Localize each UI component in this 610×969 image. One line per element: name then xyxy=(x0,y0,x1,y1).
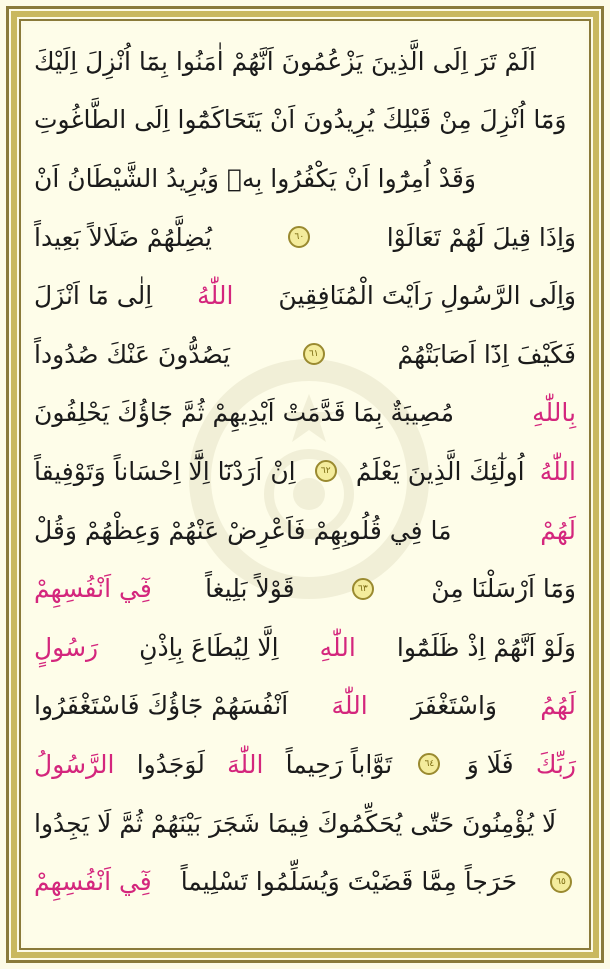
verse-number-marker: ٦٠ xyxy=(288,226,310,248)
verse-text: يَصُدُّونَ عَنْكَ صُدُوداً xyxy=(34,339,231,369)
verse-line xyxy=(34,501,576,560)
verse-line xyxy=(34,559,576,618)
verse-text: اَنْفُسَهُمْ جَٓاؤُكَ فَاسْتَغْفَرُوا xyxy=(34,691,289,721)
verse-text: لَوَجَدُوا xyxy=(136,749,205,779)
verse-line xyxy=(34,735,576,794)
verse-line xyxy=(34,149,576,208)
highlighted-word: اللّٰهَ xyxy=(227,749,264,779)
verse-text: مَا فِي قُلُوبِهِمْ فَاَعْرِضْ عَنْهُمْ وَعِظْهُمْ وَقُلْ xyxy=(34,515,452,545)
verse-text: اَلَمْ تَرَ اِلَى الَّذِينَ يَزْعُمُونَ اَنَّهُمْ اٰمَنُوا بِمَٓا اُنْزِلَ اِلَيْكَ xyxy=(34,46,536,76)
verse-text: فَلَا وَ xyxy=(466,749,514,779)
verse-line xyxy=(34,91,576,150)
verse-line xyxy=(34,677,576,736)
highlighted-word: لَهُمُ xyxy=(540,691,576,721)
verse-lines xyxy=(34,32,576,911)
verse-text: وَقَدْ اُمِرُٓوا اَنْ يَكْفُرُوا بِهٖ وَيُرِيدُ الشَّيْطَانُ اَنْ xyxy=(34,163,476,193)
verse-line xyxy=(34,384,576,443)
verse-number-marker: ٦٣ xyxy=(352,578,374,600)
verse-text: اُولٰٓئِكَ الَّذِينَ يَعْلَمُ xyxy=(355,456,525,486)
verse-line xyxy=(34,794,576,853)
highlighted-word: رَسُولٍ xyxy=(34,632,99,662)
verse-text: مُصِيبَةٌ بِمَا قَدَّمَتْ اَيْدِيهِمْ ثُمَّ جَٓاؤُكَ يَحْلِفُونَ xyxy=(34,398,455,428)
verse-text: اِلٰى مَٓا اَنْزَلَ xyxy=(34,281,153,311)
verse-text: اِنْ اَرَدْنَٓا اِلَّٓا اِحْسَاناً وَتَوْفِيقاً xyxy=(34,456,296,486)
verse-text: تَوَّاباً رَحِيماً xyxy=(285,749,393,779)
verse-line xyxy=(34,208,576,267)
verse-text: وَمَٓا اَرْسَلْنَا مِنْ xyxy=(431,574,576,604)
highlighted-word: لَهُمْ xyxy=(540,515,576,545)
verse-text: وَمَٓا اُنْزِلَ مِنْ قَبْلِكَ يُرِيدُونَ اَنْ يَتَحَاكَمُٓوا اِلَى الطَّاغُوتِ xyxy=(34,105,567,135)
verse-number-marker: ٦٥ xyxy=(550,871,572,893)
highlighted-word: الرَّسُولُ xyxy=(34,749,115,779)
verse-number-marker: ٦٢ xyxy=(315,460,337,482)
verse-text: قَوْلاً بَلِيغاً xyxy=(205,574,295,604)
highlighted-word: اللّٰهَ xyxy=(331,691,368,721)
verse-line xyxy=(34,852,576,911)
verse-text: حَرَجاً مِمَّا قَضَيْتَ وَيُسَلِّمُوا تَسْلِيماً xyxy=(180,867,518,897)
highlighted-word: فِٓي اَنْفُسِهِمْ xyxy=(34,867,152,897)
verse-line xyxy=(34,442,576,501)
verse-line xyxy=(34,32,576,91)
highlighted-word: اللّٰهُ xyxy=(539,456,576,486)
verse-number-marker: ٦٤ xyxy=(418,753,440,775)
highlighted-word: اللّٰهِ xyxy=(319,632,356,662)
verse-text: اِلَّا لِيُطَاعَ بِاِذْنِ xyxy=(139,632,279,662)
text-page xyxy=(24,24,586,945)
highlighted-word: بِاللّٰهِ xyxy=(532,398,576,428)
highlighted-word: اللّٰهُ xyxy=(197,281,234,311)
highlighted-word: فِٓي اَنْفُسِهِمْ xyxy=(34,574,152,604)
verse-text: وَاِذَا قِيلَ لَهُمْ تَعَالَوْا xyxy=(386,222,576,252)
verse-text: وَاسْتَغْفَرَ xyxy=(410,691,497,721)
verse-line xyxy=(34,325,576,384)
verse-text: وَلَوْ اَنَّهُمْ اِذْ ظَلَمُٓوا xyxy=(396,632,576,662)
verse-text: وَاِلَى الرَّسُولِ رَاَيْتَ الْمُنَافِقِينَ xyxy=(278,281,576,311)
verse-line xyxy=(34,618,576,677)
verse-text: فَكَيْفَ اِذَٓا اَصَابَتْهُمْ xyxy=(397,339,576,369)
verse-text: يُضِلَّهُمْ ضَلَالاً بَعِيداً xyxy=(34,222,213,252)
verse-text: لَا يُؤْمِنُونَ حَتّٰى يُحَكِّمُوكَ فِيمَا شَجَرَ بَيْنَهُمْ ثُمَّ لَا يَجِدُوا xyxy=(34,808,557,838)
verse-number-marker: ٦١ xyxy=(303,343,325,365)
verse-line xyxy=(34,266,576,325)
highlighted-word: رَبِّكَ xyxy=(535,749,576,779)
